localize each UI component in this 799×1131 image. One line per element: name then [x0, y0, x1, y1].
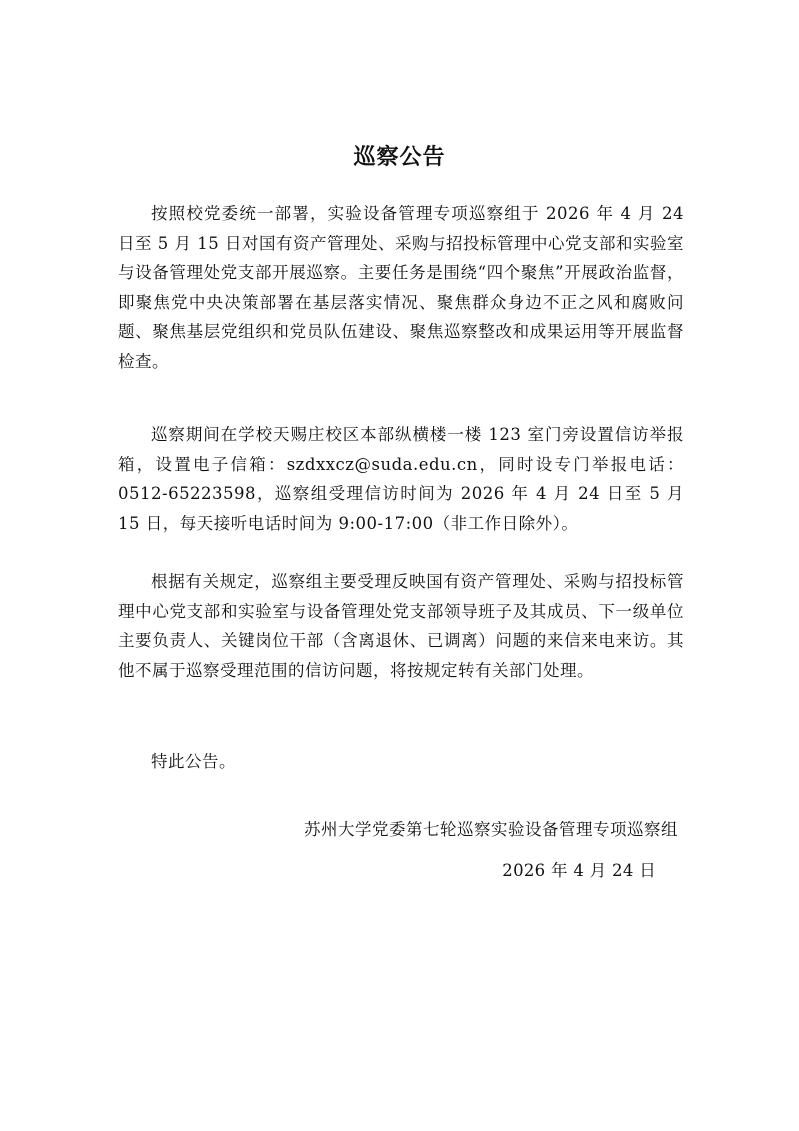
- paragraph-deployment: 按照校党委统一部署，实验设备管理专项巡察组于 2026 年 4 月 24 日至 5 月 15 日对国有资产管理处、采购与招投标管理中心党支部和实验室与设备管理处党支部开展巡察。主要任务是围绕“四个聚焦”开展政治监督，即聚焦党中央决策部署在基层落实情况、聚焦群众身边不正之风和腐败问题、聚焦基层党组织和党员队伍建设、聚焦巡察整改和成果运用等开展监督检查。: [118, 204, 684, 371]
- page-title: 巡察公告: [353, 145, 446, 170]
- paragraph-closing: 特此公告。: [151, 752, 236, 771]
- paragraph-contact: 巡察期间在学校天赐庄校区本部纵横楼一楼 123 室门旁设置信访举报箱，设置电子信箱：szdxxcz@suda.edu.cn，同时设专门举报电话：0512-65223598，巡察组受理信访时间为 2026 年 4 月 24 日至 5 月 15 日，每天接听电话时间为 9:00-17:00（非工作日除外）。: [118, 425, 684, 533]
- paragraph-scope: 根据有关规定，巡察组主要受理反映国有资产管理处、采购与招投标管理中心党支部和实验室与设备管理处党支部领导班子及其成员、下一级单位主要负责人、关键岗位干部（含离退休、已调离）问题的来信来电来访。其他不属于巡察受理范围的信访问题，将按规定转有关部门处理。: [118, 572, 684, 680]
- issuer-signature: 苏州大学党委第七轮巡察实验设备管理专项巡察组: [304, 820, 678, 839]
- issue-date: 2026 年 4 月 24 日: [502, 861, 656, 880]
